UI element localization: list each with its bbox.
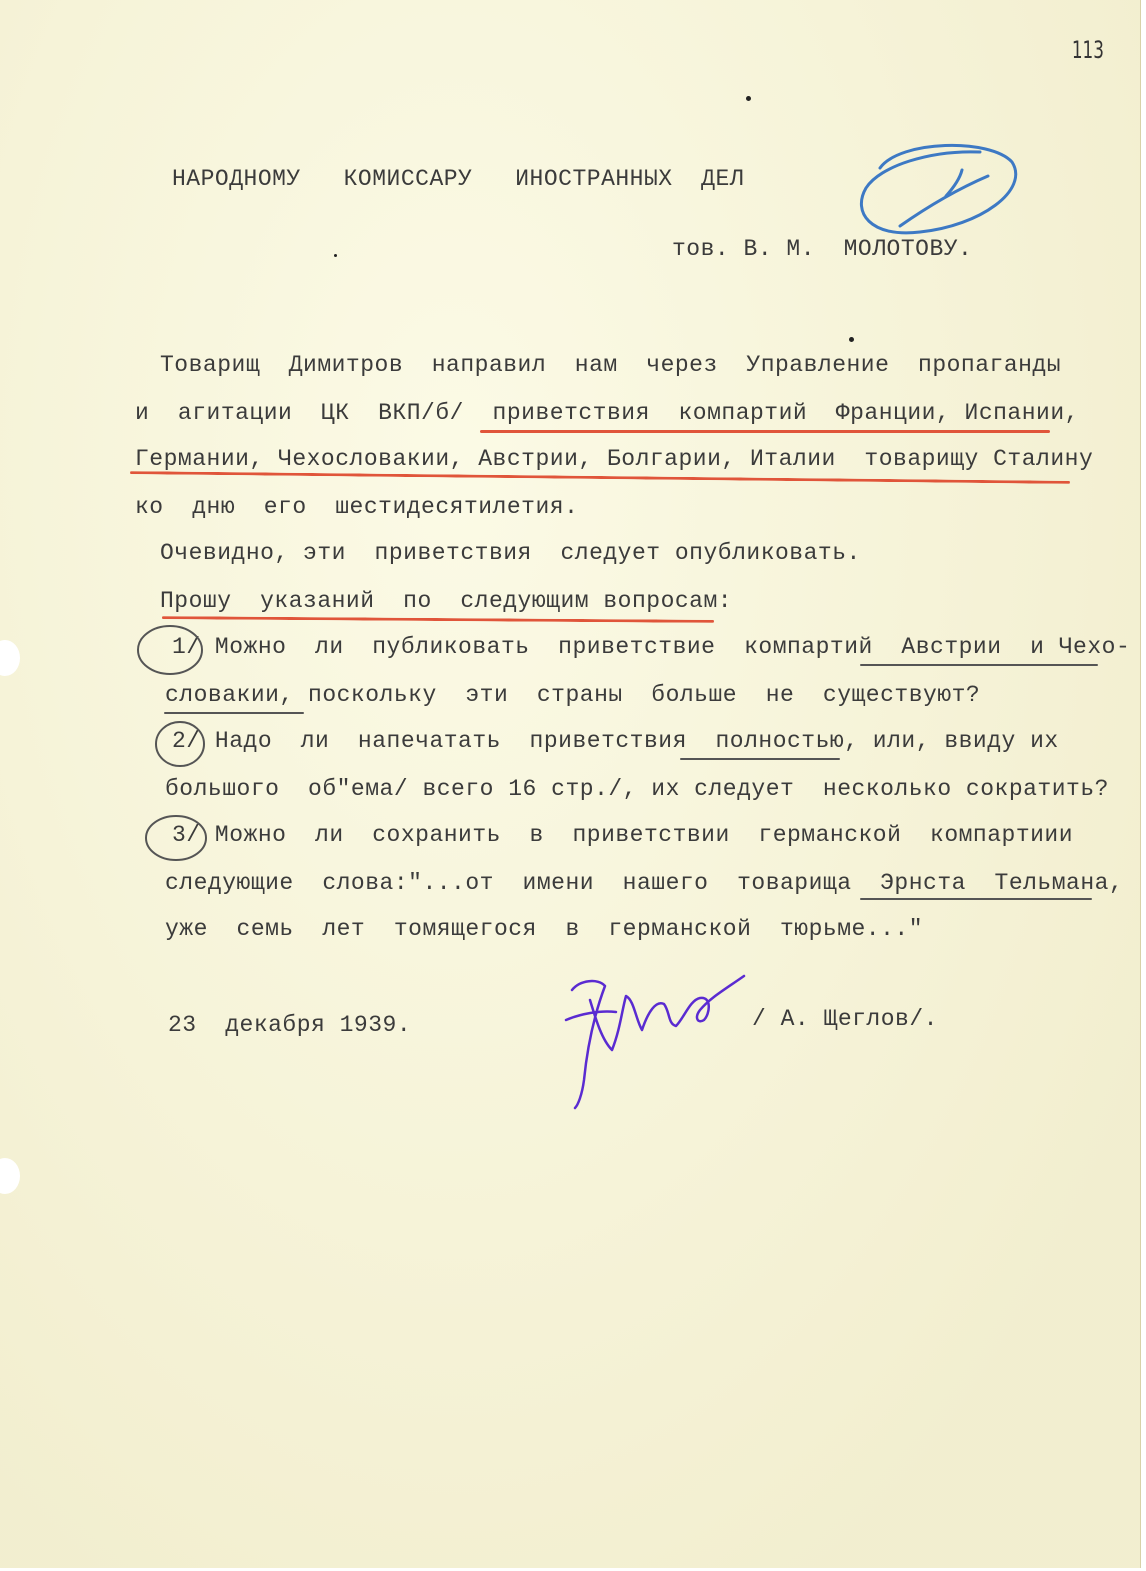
body-line: большого об"ема/ всего 16 стр./, их следует несколько сократить? bbox=[165, 776, 1109, 802]
addressee-title: НАРОДНОМУ КОМИССАРУ ИНОСТРАННЫХ ДЕЛ bbox=[172, 166, 745, 192]
body-line: следующие слова:"...от имени нашего товарища Эрнста Тельмана, bbox=[165, 870, 1124, 896]
body-line: Прошу указаний по следующим вопросам: bbox=[160, 588, 733, 614]
body-line: Очевидно, эти приветствия следует опубликовать. bbox=[160, 540, 861, 566]
numbered-question: 3/ Можно ли сохранить в приветствии германской компартиии bbox=[172, 822, 1074, 848]
body-line: ко дню его шестидесятилетия. bbox=[135, 494, 579, 520]
body-line: и агитации ЦК ВКП/б/ приветствия компартий Франции, Испании, bbox=[135, 400, 1079, 426]
document-date: 23 декабря 1939. bbox=[168, 1012, 412, 1038]
signatory-name: / А. Щеглов/. bbox=[752, 1006, 938, 1032]
body-line: Германии, Чехословакии, Австрии, Болгарии, Италии товарищу Сталину bbox=[135, 446, 1094, 472]
handwritten-signature bbox=[566, 976, 744, 1108]
body-line: уже семь лет томящегося в германской тюрьме..." bbox=[165, 916, 924, 942]
numbered-question: 1/ Можно ли публиковать приветствие компартий Австрии и Чехо- bbox=[172, 634, 1131, 660]
body-line: словакии, поскольку эти страны больше не существуют? bbox=[165, 682, 981, 708]
addressee-name: тов. В. М. МОЛОТОВУ. bbox=[672, 236, 973, 262]
body-line: Товарищ Димитров направил нам через Управление пропаганды bbox=[160, 352, 1062, 378]
blue-pencil-mark bbox=[861, 145, 1015, 232]
page-number: 113 bbox=[1071, 36, 1104, 64]
circled-number-marks bbox=[138, 626, 206, 860]
numbered-question: 2/ Надо ли напечатать приветствия полностью, или, ввиду их bbox=[172, 728, 1059, 754]
